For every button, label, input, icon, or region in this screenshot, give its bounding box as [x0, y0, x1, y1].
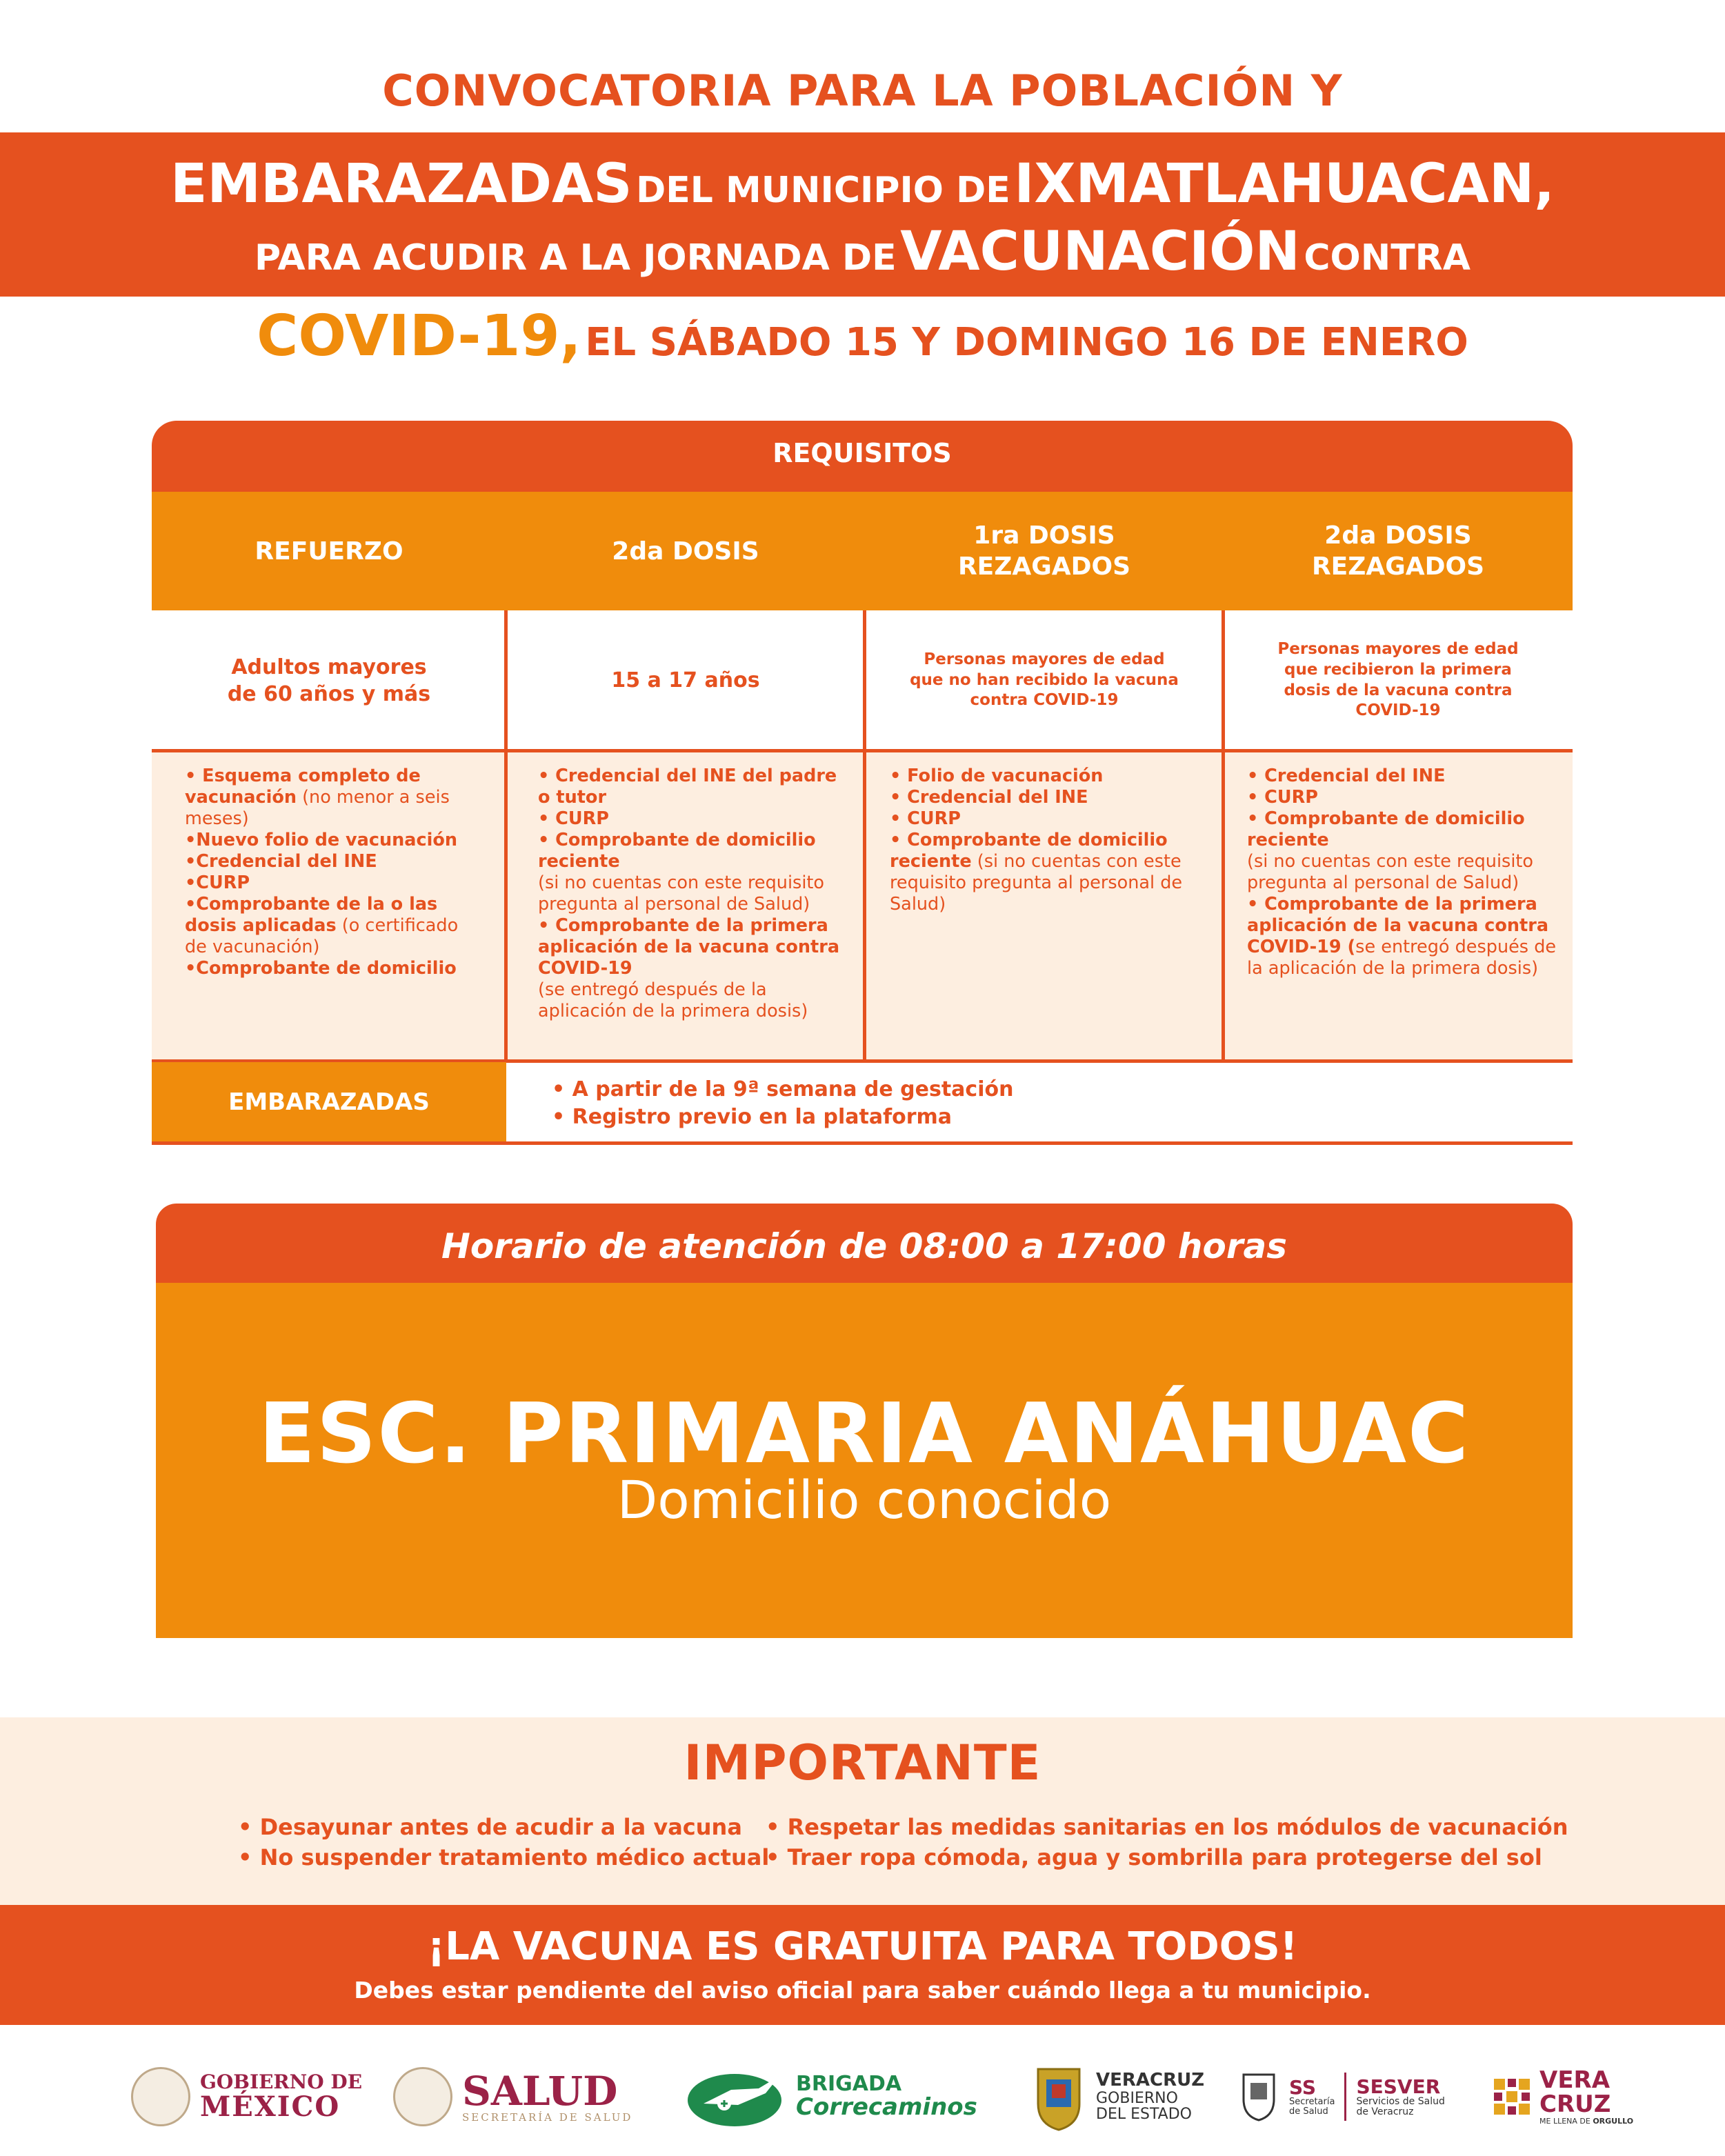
logo-veracruz-me-llena-de-orgullo — [1490, 2059, 1633, 2135]
gratuita-title: ¡LA VACUNA ES GRATUITA PARA TODOS! — [427, 1924, 1298, 1969]
detail-text: • Comprobante de la primera aplicación de la vacuna contra COVID-19 — [538, 915, 840, 979]
header-fechas: EL SÁBADO 15 Y DOMINGO 16 DE ENERO — [585, 320, 1468, 365]
importante-item: • No suspender tratamiento médico actual — [238, 1844, 770, 1870]
importante-title: IMPORTANTE — [684, 1735, 1041, 1791]
header-embarazadas: EMBARAZADAS — [170, 153, 632, 215]
age-1ra-rezagados: Personas mayores de edad que no han recibido la vacuna contra COVID-19 — [910, 650, 1179, 710]
col-head-2da-rezagados: 2da DOSIS REZAGADOS — [1311, 521, 1485, 581]
logo-text: BRIGADA — [796, 2072, 902, 2097]
escudo-nacional-icon — [393, 2067, 452, 2126]
embarazadas-item: • A partir de la 9ª semana de gestación — [552, 1077, 1014, 1101]
detail-text: • Comprobante de domicilio reciente — [538, 830, 816, 872]
header-acudir: PARA ACUDIR A LA JORNADA DE — [255, 237, 897, 279]
detail-2da-dosis — [538, 766, 841, 1022]
table-divider — [863, 610, 866, 1062]
detail-refuerzo — [185, 766, 468, 979]
detail-text: •Comprobante de domicilio — [185, 958, 457, 979]
header-municipio: DEL MUNICIPIO DE — [636, 170, 1010, 211]
gratuita-subtitle: Debes estar pendiente del aviso oficial para saber cuándo llega a tu municipio. — [354, 1977, 1371, 2004]
header-vacunacion: VACUNACIÓN — [900, 221, 1300, 283]
importante-item: • Traer ropa cómoda, agua y sombrilla para protegerse del sol — [766, 1844, 1542, 1870]
logo-text: de Salud — [1289, 2106, 1328, 2117]
detail-text: • Comprobante de la primera aplicación de la vacuna contra COVID-19 ( — [1247, 894, 1549, 957]
detail-text: • Comprobante de domicilio reciente — [1247, 808, 1525, 850]
horario-atencion: Horario de atención de 08:00 a 17:00 horas — [156, 1204, 1573, 1283]
age-2da-rezagados: Personas mayores de edad que recibieron la primera dosis de la vacuna contra COVID-19 — [1277, 639, 1519, 720]
logo-text: de Veracruz — [1356, 2106, 1414, 2117]
logo-text: Secretaría — [1289, 2097, 1335, 2108]
header-line-1: CONVOCATORIA PARA LA POBLACIÓN Y — [382, 66, 1343, 116]
embarazadas-label: EMBARAZADAS — [152, 1062, 506, 1141]
logo-text: Servicios de Salud — [1356, 2096, 1445, 2107]
logo-text: CRUZ — [1539, 2090, 1611, 2119]
logo-ss-sesver — [1238, 2059, 1445, 2135]
importante-item: • Respetar las medidas sanitarias en los módulos de vacunación — [766, 1814, 1568, 1840]
detail-text: • Credencial del INE del padre o tutor — [538, 766, 837, 808]
detail-text: • Esquema completo de vacunación — [185, 766, 421, 808]
logo-gobierno-de-mexico — [131, 2059, 362, 2135]
logo-text: ORGULLO — [1593, 2116, 1634, 2126]
importante-item: • Desayunar antes de acudir a la vacuna — [238, 1814, 742, 1840]
detail-2da-rezagados — [1247, 766, 1557, 979]
col-head-1ra-rezagados: 1ra DOSIS REZAGADOS — [957, 521, 1131, 581]
logo-brigada-correcaminos — [683, 2059, 977, 2135]
table-divider — [152, 749, 1573, 752]
logo-text: GOBIERNO DE — [200, 2070, 363, 2094]
detail-text: • Folio de vacunación — [890, 766, 1104, 786]
detail-text: • CURP — [1247, 787, 1318, 808]
veracruz-pattern-icon — [1490, 2075, 1534, 2119]
sede-domicilio: Domicilio conocido — [617, 1469, 1112, 1530]
table-divider — [504, 610, 508, 1062]
header-line-3 — [0, 221, 1725, 283]
logo-text: DEL ESTADO — [1096, 2105, 1192, 2123]
age-2da-dosis: 15 a 17 años — [611, 668, 760, 692]
logo-veracruz-gobierno — [1031, 2059, 1204, 2135]
detail-text: • Comprobante de domicilio reciente — [890, 830, 1168, 872]
escudo-nacional-icon — [131, 2067, 190, 2126]
detail-text: • CURP — [538, 808, 609, 829]
detail-text: • Credencial del INE — [1247, 766, 1446, 786]
detail-text: (si no cuentas con este requisito pregunta al personal de Salud) — [538, 872, 825, 915]
embarazadas-requirements — [552, 1076, 1013, 1131]
logo-text: VERA — [1539, 2066, 1611, 2094]
detail-text: •Nuevo folio de vacunación — [185, 830, 458, 850]
detail-text: (si no cuentas con este requisito pregunta al personal de Salud) — [890, 851, 1183, 915]
detail-text: (no menor a seis meses) — [185, 787, 450, 829]
logo-text: Correcaminos — [796, 2093, 977, 2121]
sede-nombre: ESC. PRIMARIA ANÁHUAC — [258, 1386, 1470, 1482]
col-head-2da-dosis: 2da DOSIS — [612, 537, 759, 566]
detail-text: se entregó después de la aplicación de la primera dosis) — [1247, 937, 1557, 979]
detail-text: (se entregó después de la aplicación de la primera dosis) — [538, 979, 808, 1021]
detail-text: •CURP — [185, 872, 250, 893]
logo-text: SESVER — [1356, 2075, 1441, 2098]
logo-secretaria-de-salud — [393, 2059, 632, 2135]
detail-text: • Credencial del INE — [890, 787, 1088, 808]
detail-text: •Credencial del INE — [185, 851, 377, 872]
col-head-refuerzo: REFUERZO — [255, 537, 403, 566]
header-line-4 — [0, 303, 1725, 369]
embarazadas-item: • Registro previo en la plataforma — [552, 1105, 953, 1129]
header-line-2 — [0, 153, 1725, 215]
requisitos-detail-row — [152, 750, 1573, 1061]
age-refuerzo: Adultos mayores de 60 años y más — [227, 655, 431, 706]
header-covid: COVID-19, — [257, 303, 581, 369]
detail-text: • CURP — [890, 808, 961, 829]
escudo-ss-icon — [1238, 2069, 1279, 2124]
logo-text: GOBIERNO — [1096, 2089, 1178, 2107]
detail-1ra-rezagados — [890, 766, 1200, 915]
header-ixmatlahuacan: IXMATLAHUACAN, — [1014, 153, 1555, 215]
logo-text: SALUD — [462, 2067, 618, 2115]
requisitos-age-row — [152, 610, 1573, 750]
escudo-veracruz-icon — [1031, 2062, 1086, 2131]
logo-text: SECRETARÍA DE SALUD — [462, 2110, 633, 2124]
table-divider — [1222, 610, 1225, 1062]
logo-text: VERACRUZ — [1096, 2070, 1205, 2091]
table-divider — [152, 1141, 1573, 1145]
detail-text: (si no cuentas con este requisito pregunta al personal de Salud) — [1247, 851, 1534, 893]
correcaminos-bird-icon — [683, 2062, 786, 2131]
requisitos-title: REQUISITOS — [152, 421, 1573, 492]
detail-text: •Comprobante de la o las dosis aplicadas — [185, 894, 438, 936]
header-contra: CONTRA — [1304, 237, 1470, 279]
logo-divider — [1344, 2073, 1346, 2121]
logo-text: SS — [1289, 2075, 1317, 2099]
detail-text: (o certificado de vacunación) — [185, 915, 459, 957]
logo-text: ME LLENA DE — [1539, 2116, 1591, 2126]
logo-text: MÉXICO — [200, 2090, 341, 2123]
requisitos-column-headers — [152, 492, 1573, 610]
